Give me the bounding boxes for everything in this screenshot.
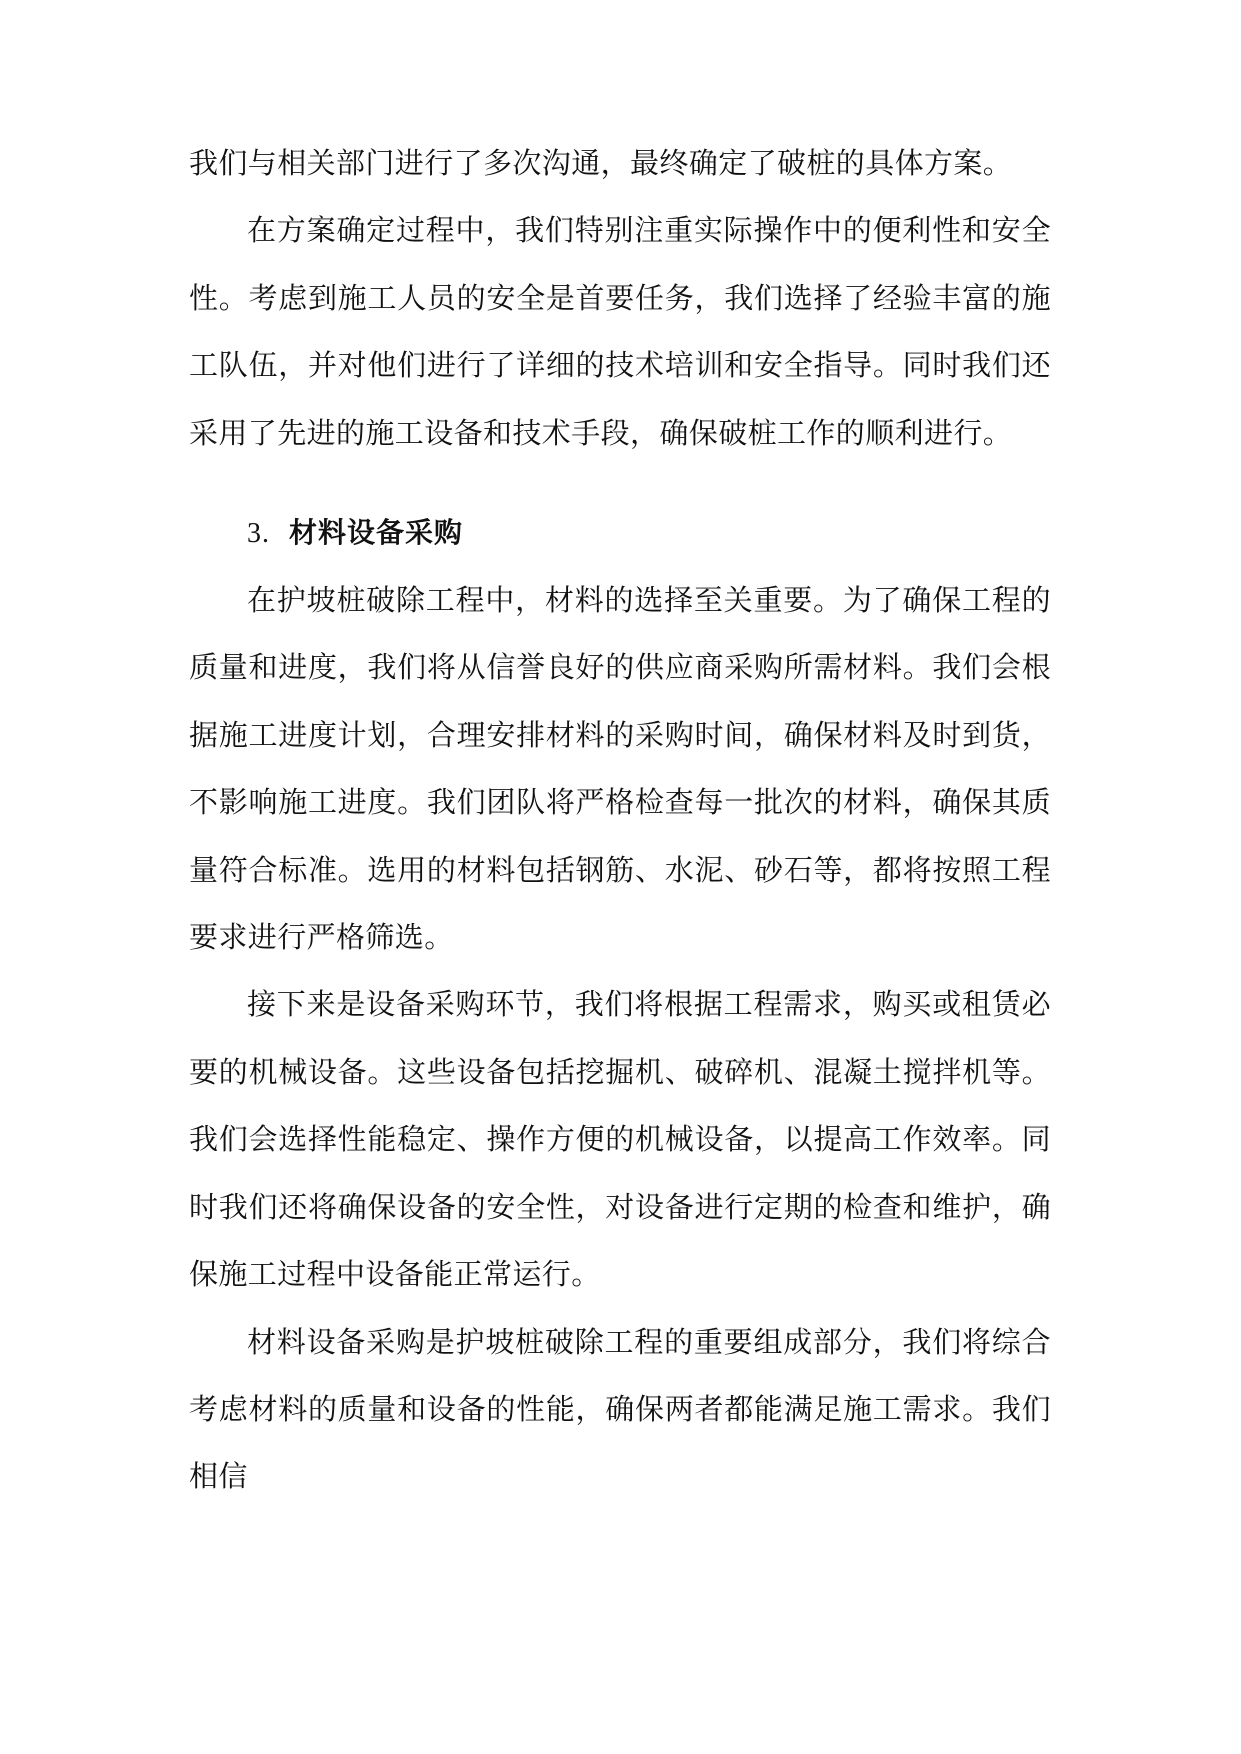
paragraph-plan-safety: 在方案确定过程中，我们特别注重实际操作中的便利性和安全性。考虑到施工人员的安全是首要任务，我们选择了经验丰富的施工队伍，并对他们进行了详细的技术培训和安全指导。同时我们还采用了先进的施工设备和技术手段，确保破桩工作的顺利进行。 — [189, 213, 1051, 450]
section-number: 3. — [247, 518, 270, 550]
paragraph-summary: 材料设备采购是护坡桩破除工程的重要组成部分，我们将综合考虑材料的质量和设备的性能，确保两者都能满足施工需求。我们相信 — [189, 1324, 1051, 1494]
section-title: 材料设备采购 — [289, 516, 464, 550]
section-heading — [189, 499, 1051, 567]
document-body — [189, 130, 1051, 1511]
paragraph-materials: 在护坡桩破除工程中，材料的选择至关重要。为了确保工程的质量和进度，我们将从信誉良好的供应商采购所需材料。我们会根据施工进度计划，合理安排材料的采购时间，确保材料及时到货，不影响施工进度。我们团队将严格检查每一批次的材料，确保其质量符合标准。选用的材料包括钢筋、水泥、砂石等，都将按照工程要求进行严格筛选。 — [189, 583, 1051, 955]
paragraph-continued: 我们与相关部门进行了多次沟通，最终确定了破桩的具体方案。 — [189, 146, 1013, 180]
paragraph-equipment: 接下来是设备采购环节，我们将根据工程需求，购买或租赁必要的机械设备。这些设备包括挖掘机、破碎机、混凝土搅拌机等。我们会选择性能稳定、操作方便的机械设备，以提高工作效率。同时我们还将确保设备的安全性，对设备进行定期的检查和维护，确保施工过程中设备能正常运行。 — [189, 987, 1051, 1292]
